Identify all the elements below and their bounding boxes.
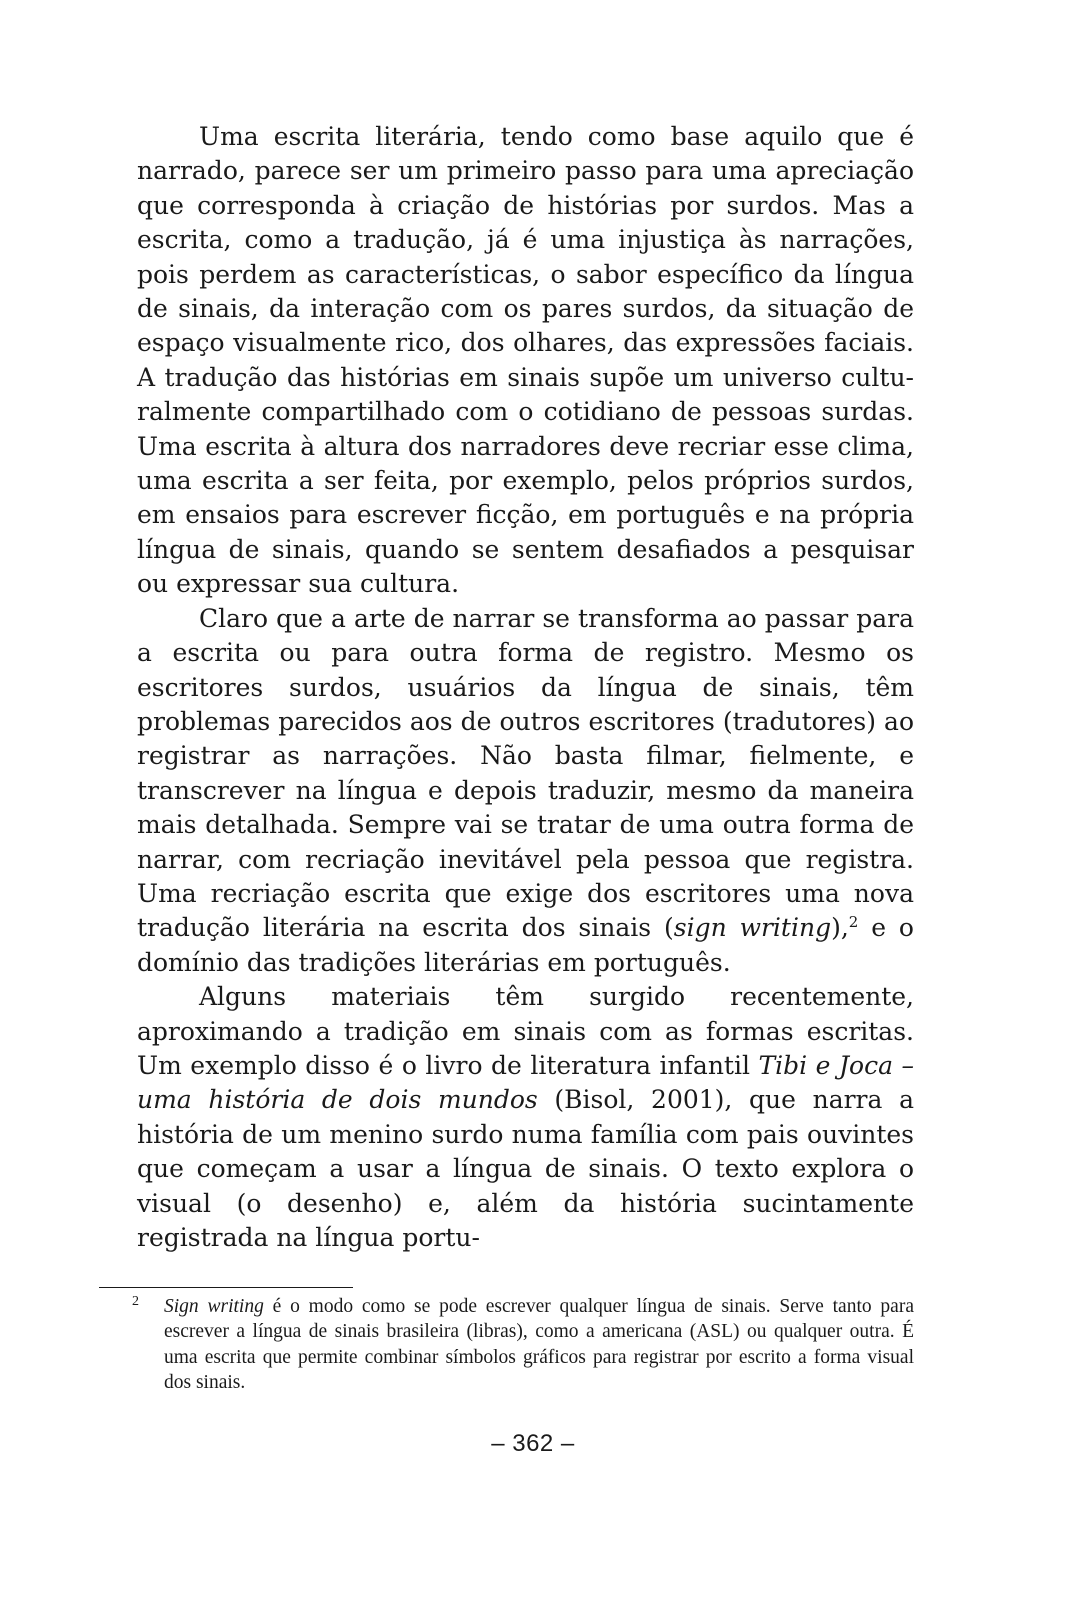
paragraph-2 xyxy=(137,602,914,980)
paragraph-3-text-a: Alguns materiais têm surgido recentemente, aproximando a tradição em sinais com as formas escritas. Um exemplo disso é o livro de literatura infantil xyxy=(137,982,914,1080)
paragraph-1: Uma escrita literária, tendo como base aquilo que é narrado, parece ser um primeiro passo para uma apreciação que corresponda à criação de histórias por surdos. Mas a escrita, como a tradução, já é uma injustiça às narrações, pois perdem as características, o sabor específico da língua de sinais, da interação com os pares surdos, da situação de espaço visualmente rico, dos olhares, das expressões faciais. A tradução das histórias em sinais supõe um universo culturalmente compartilhado com o cotidiano de pessoas surdas. Uma escrita à altura dos narradores deve recriar esse clima, uma escrita a ser feita, por exemplo, pelos próprios surdos, em ensaios para escrever ficção, em português e na própria língua de sinais, quando se sentem desafiados a pesquisar ou expressar sua cultura. xyxy=(137,122,914,599)
paragraph-2-text-c: e o domínio das tradições literárias em português. xyxy=(137,913,914,977)
footnote-divider xyxy=(99,1287,353,1288)
footnote-body: é o modo como se pode escrever qualquer língua de sinais. Serve tanto para escrever a língua de sinais brasileira (libras), como a americana (ASL) ou qualquer outra. É uma escrita que permite combinar símbolos gráficos para registrar por escrito a forma visual dos sinais. xyxy=(164,1296,914,1393)
paragraph-3-text-b: (Bisol, 2001), que narra a história de um menino surdo numa família com pais ouvintes que começam a usar a língua de sinais. O texto explora o visual (o desenho) e, além da história sucintamente registrada na língua portu- xyxy=(137,1085,914,1252)
footnote-reference[interactable]: 2 xyxy=(848,913,859,932)
footnote-italic: Sign writing xyxy=(164,1296,264,1317)
paragraph-2-text-a: Claro que a arte de narrar se transforma ao passar para a escrita ou para outra forma de registro. Mesmo os escritores surdos, usuários da língua de sinais, têm problemas parecidos aos de outros escritores (tradutores) ao registrar as narrações. Não basta filmar, fielmente, e transcrever na língua e depois traduzir, mesmo da maneira mais detalhada. Sempre vai se tratar de uma outra forma de narrar, com recriação inevitável pela pessoa que registra. Uma recriação escrita que exige dos escritores uma nova tradução literária na escrita dos sinais ( xyxy=(137,603,914,943)
book-title-italic: Tibi e Joca – uma história de dois mundos xyxy=(137,1050,914,1115)
paragraph-2-text-b: ), xyxy=(831,913,849,943)
page-number: – 362 – xyxy=(491,1430,575,1457)
footnote xyxy=(132,1294,914,1395)
paragraph-3 xyxy=(137,980,914,1255)
paragraph-2-italic: sign writing xyxy=(673,913,832,943)
footnote-marker: 2 xyxy=(132,1294,139,1309)
main-text xyxy=(137,120,914,1255)
footnote-text xyxy=(137,1294,914,1395)
